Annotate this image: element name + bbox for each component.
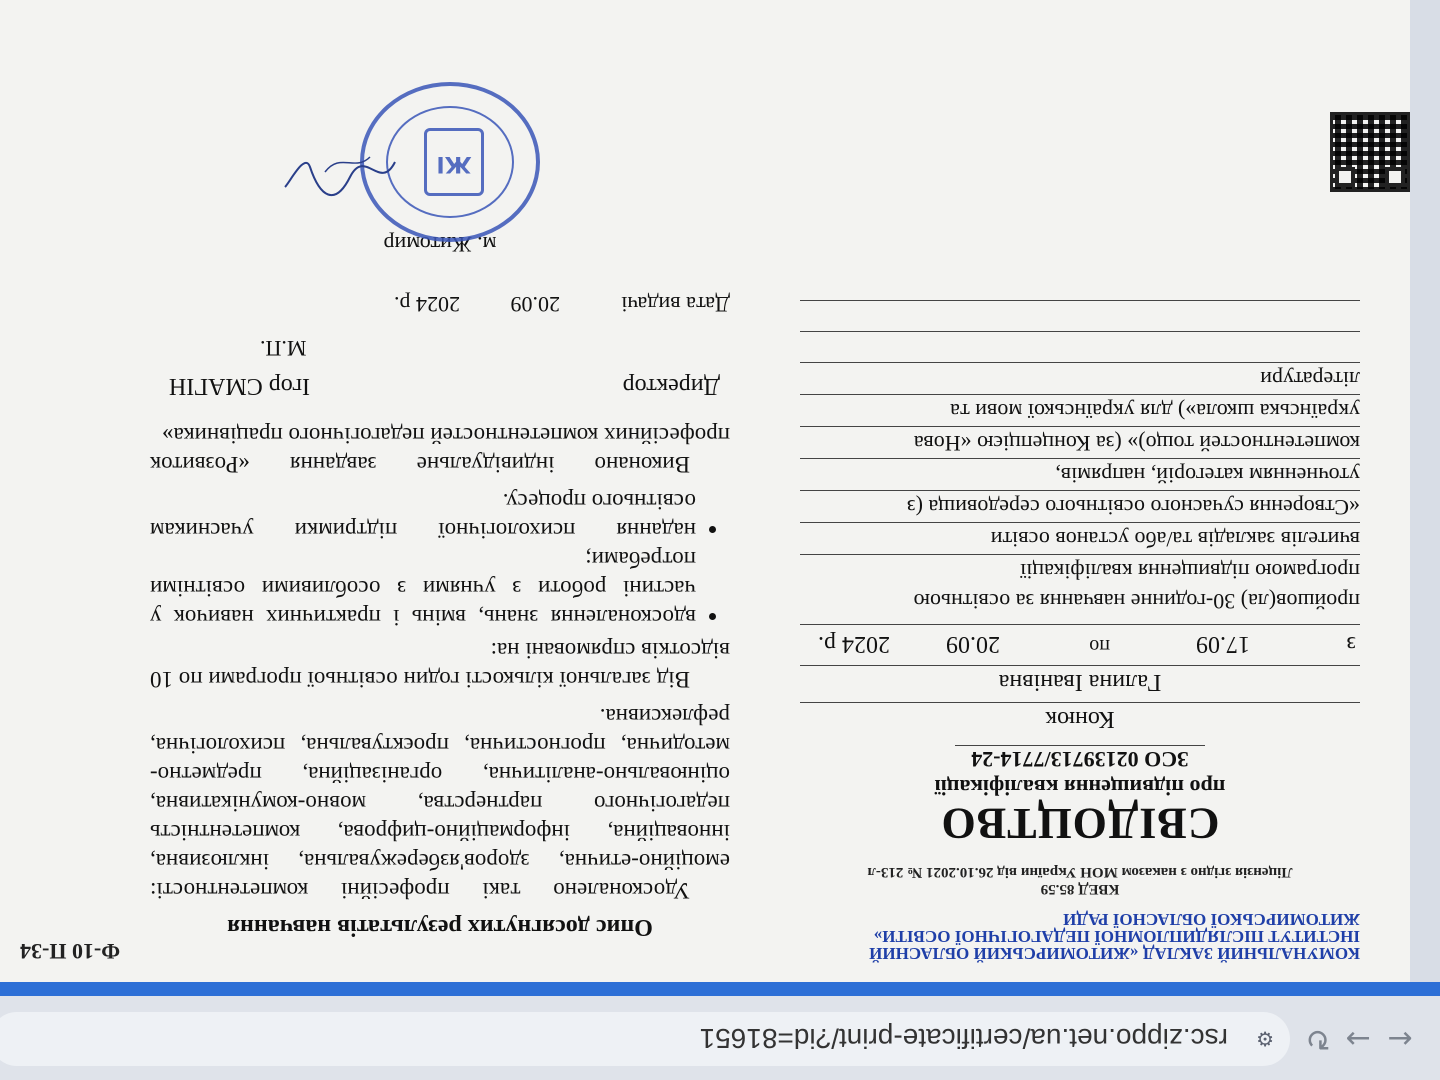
signer-name: Ігор СМАГІН — [168, 373, 310, 399]
date-from: 17.09 — [1196, 631, 1250, 657]
blank-line — [800, 300, 1360, 331]
body-line-2: програмою підвищення кваліфікації — [800, 554, 1360, 586]
body-line-6: компетентностей тощо)» (за Концепцією «Нова — [800, 426, 1360, 458]
address-bar[interactable] — [0, 1012, 1290, 1066]
city-name: м. Житомир — [383, 232, 497, 257]
date-to: 20.09 — [946, 631, 1000, 657]
dates-row — [800, 624, 1360, 659]
seal-emblem-icon: ЖІ — [424, 128, 484, 196]
form-code: Ф-10 П-34 — [20, 939, 121, 964]
back-icon[interactable]: ← — [1387, 1021, 1413, 1056]
surname-field: Конюк — [800, 702, 1360, 735]
qr-code — [1330, 112, 1410, 192]
issue-date: 20.09 — [510, 292, 560, 317]
kved-code: КВЕД 85.59 — [1040, 881, 1120, 897]
institution-name: КОМУНАЛЬНИЙ ЗАКЛАД «ЖИТОМИРСЬКИЙ ОБЛАСНИЙ ІНСТИТУТ ПІСЛЯДИПЛОМНОЇ ПЕДАГОГІЧНОЇ ОСВІТИ» ЖИТОМИРСЬКОЇ ОБЛАСНОЇ РАДИ — [869, 910, 1360, 963]
certificate-subtitle: про підвищення кваліфікації — [934, 775, 1226, 800]
certificate-number: ЗСО 02139713/7714-24 — [955, 745, 1205, 772]
blank-line — [800, 331, 1360, 362]
browser-toolbar — [0, 995, 1440, 1080]
issue-date-row — [150, 283, 730, 317]
hours-paragraph: Від загальної кількості годин освітньої програми по 10 відсотків спрямовані на: — [150, 638, 730, 692]
page-accent-bar — [0, 982, 1440, 996]
competencies-paragraph: Удосконалено такі професійні компетентності: емоційно-етична, здоров'язбережувальна, інклюзивна, інноваційна, інформаційно-цифрова, компетентність педагогічного партнерства, мовно-комунікативна, оцінювально-аналітична, організаційна, предметно-методична, прогностична, проєктувальна, психологічна, рефлексивна. — [150, 704, 730, 903]
address-text[interactable]: rsc.zippo.net.ua/certificate-print/?id=81651 — [699, 1023, 1228, 1054]
reload-icon[interactable]: ↻ — [1305, 1021, 1331, 1056]
license-text: Ліцензія згідно з наказом МОН України від 26.10.2021 № 213-л — [867, 864, 1293, 880]
body-line-1: пройшов(ла) 30-годинне навчання за освітньою — [913, 589, 1360, 614]
signature-row — [150, 363, 730, 399]
certificate-column — [800, 300, 1360, 962]
results-column — [150, 231, 730, 962]
stamp-label: М.П. — [260, 336, 307, 361]
forward-icon[interactable]: → — [1345, 1021, 1371, 1056]
body-line-3: вчителів закладів та/або установ освіти — [800, 522, 1360, 554]
date-year: 2024 р. — [818, 631, 890, 657]
body-line-8: літератури — [800, 362, 1360, 394]
name-field: Галина Іванівна — [800, 665, 1360, 698]
hours-list — [150, 487, 730, 632]
assignment-paragraph: Виконано індивідуальне завдання «Розвиток професійних компетентностей педагогічного працівника» — [150, 423, 730, 477]
certificate-title: СВІДОЦТВО — [940, 799, 1220, 848]
signer-role: Директор — [622, 373, 720, 399]
body-line-4: «Створення сучасного освітнього середовища (з — [800, 490, 1360, 522]
site-settings-icon[interactable]: ⚙ — [1256, 1027, 1274, 1051]
date-prefix: з — [1346, 631, 1356, 657]
body-line-5: уточненням категорій, напрямів, — [800, 458, 1360, 490]
list-item: • вдосконалення знань, вмінь і практичних навичок у частині роботи з учнями з особливими освітніми потребами; — [150, 545, 696, 632]
date-mid: по — [1089, 635, 1110, 657]
body-line-7: українська школа») для української мови та — [800, 394, 1360, 426]
issue-label: Дата видачі — [621, 292, 730, 317]
issue-year: 2024 р. — [394, 292, 460, 317]
results-title: Опис досягнутих результатів навчання — [227, 914, 653, 940]
signature-drawing — [280, 142, 400, 202]
list-item: • надання психологічної підтримки учасникам освітнього процесу. — [150, 487, 696, 545]
